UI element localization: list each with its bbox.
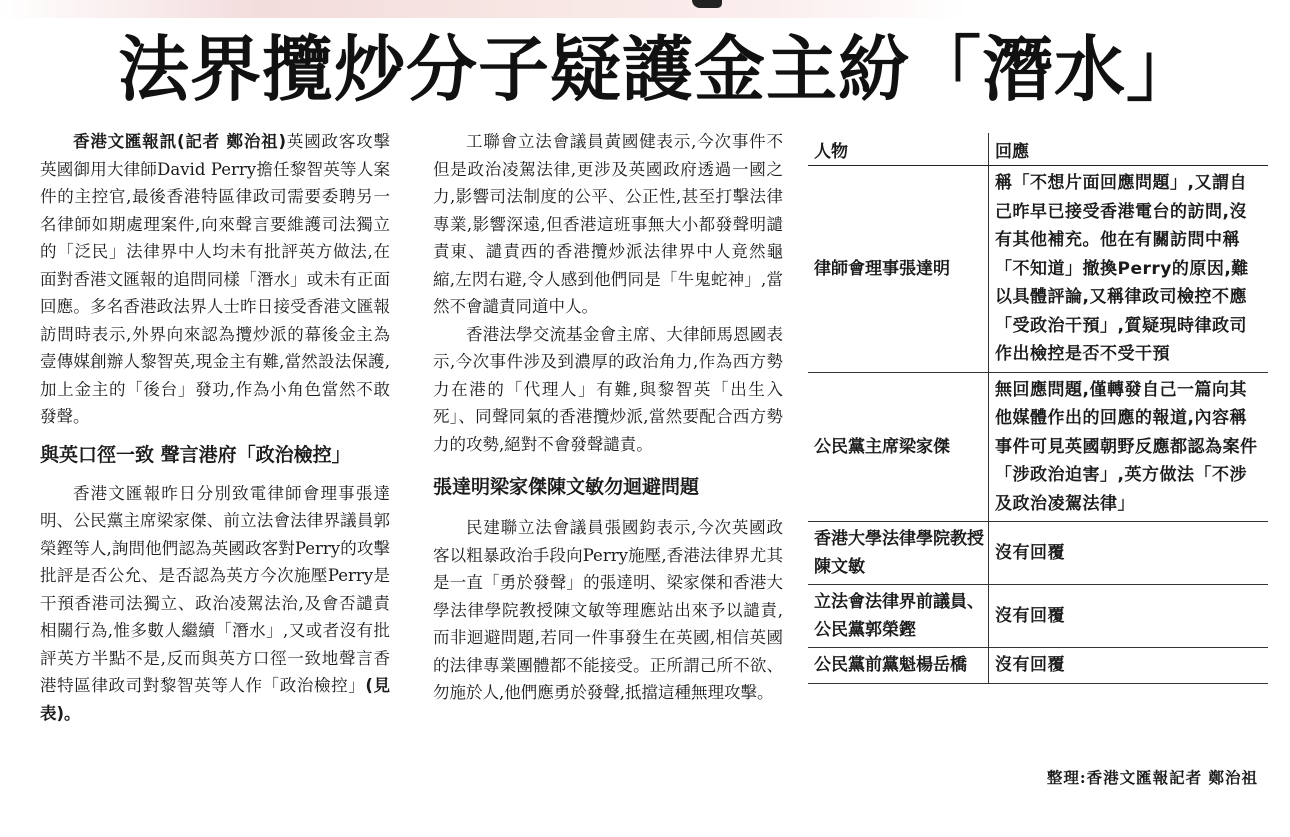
response-table: [808, 133, 1268, 684]
lead-text: 英國政客攻擊英國御用大律師David Perry擔任黎智英等人案件的主控官,最後香港特區律政司需要委聘另一名律師如期處理案件,向來聲言要維護司法獨立的「泛民」法律界中人均未有批評英方做法,在面對香港文匯報的追問同樣「潛水」或未有正面回應。多名香港政法界人士昨日接受香港文匯報訪問時表示,外界向來認為攬炒派的幕後金主為壹傳媒創辦人黎智英,現金主有難,當然設法保護,加上金主的「後台」發功,作為小角色當然不敢發聲。: [40, 132, 391, 426]
person-response: 無回應問題,僅轉發自己一篇向其他媒體作出的回應的報道,內容稱事件可見英國朝野反應都認為案件「涉政治迫害」,英方做法「不涉及政治凌駕法律」: [989, 372, 1269, 522]
person-response: 沒有回覆: [989, 585, 1269, 648]
table-credit: 整理:香港文匯報記者 鄭治祖: [1046, 768, 1258, 787]
table-row: [808, 648, 1268, 684]
table-row: [808, 522, 1268, 585]
body-paragraph: 工聯會立法會議員黃國健表示,今次事件不但是政治凌駕法律,更涉及英國政府透過一國之力,影響司法制度的公平、公正性,甚至打擊法律專業,影響深遠,但香港這班事無大小都發聲明譴責東、譴責西的香港攬炒派法律界中人竟然龜縮,左閃右避,令人感到他們同是「牛鬼蛇神」,當然不會譴責同道中人。: [433, 132, 783, 316]
table-row: [808, 372, 1268, 522]
person-response: 沒有回覆: [989, 648, 1269, 684]
paragraph-text: 香港文匯報昨日分別致電律師會理事張達明、公民黨主席梁家傑、前立法會法律界議員郭榮鏗等人,詢問他們認為英國政客對Perry的攻擊批評是否公允、是否認為英方今次施壓Perry是干預香港司法獨立、政治凌駕法治,及會否譴責相關行為,惟多數人繼續「潛水」,又或者沒有批評英方半點不是,反而與英方口徑一致地聲言香港特區律政司對黎智英等人作「政治檢控」: [40, 483, 390, 695]
subheading-2: 張達明梁家傑陳文敏勿迴避問題: [433, 476, 700, 498]
table-row: [808, 166, 1268, 373]
person-name: 香港大學法律學院教授陳文敏: [808, 522, 989, 585]
person-response: 稱「不想片面回應問題」,又謂自己昨早已接受香港電台的訪問,沒有其他補充。他在有關訪問中稱「不知道」撤換Perry的原因,難以具體評論,又稱律政司檢控不應「受政治干預」,質疑現時律政司作出檢控是否不受干預: [989, 166, 1269, 373]
column-header-person: 人物: [808, 133, 989, 166]
see-table-note: (見表)。: [40, 676, 391, 723]
table-header-row: [808, 133, 1268, 166]
person-name: 立法會法律界前議員、公民黨郭榮鏗: [808, 585, 989, 648]
column-header-response: 回應: [989, 133, 1269, 166]
lead-paragraph: [40, 128, 390, 431]
person-name: 公民黨前黨魁楊岳橋: [808, 648, 989, 684]
headline: 法界攬炒分子疑護金主紛「潛水」: [118, 28, 1199, 111]
subheading-1: 與英口徑一致 聲言港府「政治檢控」: [40, 443, 351, 466]
top-photo-strip: [0, 0, 1290, 18]
article-column-2: [433, 128, 783, 707]
person-response: 沒有回覆: [989, 522, 1269, 585]
person-name: 公民黨主席梁家傑: [808, 372, 989, 522]
body-paragraph: [40, 480, 390, 728]
body-paragraph: 香港法學交流基金會主席、大律師馬恩國表示,今次事件涉及到濃厚的政治角力,作為西方勢力在港的「代理人」有難,與黎智英「出生入死」、同聲同氣的香港攬炒派,當然要配合西方勢力的攻勢,絕對不會發聲譴責。: [433, 324, 783, 454]
table-row: [808, 585, 1268, 648]
photo-fragment: [692, 0, 722, 8]
article-column-1: [40, 128, 390, 727]
person-name: 律師會理事張達明: [808, 166, 989, 373]
body-paragraph: 民建聯立法會議員張國鈞表示,今次英國政客以粗暴政治手段向Perry施壓,香港法律界尤其是一直「勇於發聲」的張達明、梁家傑和香港大學法律學院教授陳文敏等理應站出來予以譴責,而非迴避問題,若同一件事發生在英國,相信英國的法律專業團體都不能接受。正所謂己所不欲、勿施於人,他們應勇於發聲,抵擋這種無理攻擊。: [433, 518, 783, 702]
dateline: 香港文匯報訊(記者 鄭治祖): [73, 132, 287, 151]
